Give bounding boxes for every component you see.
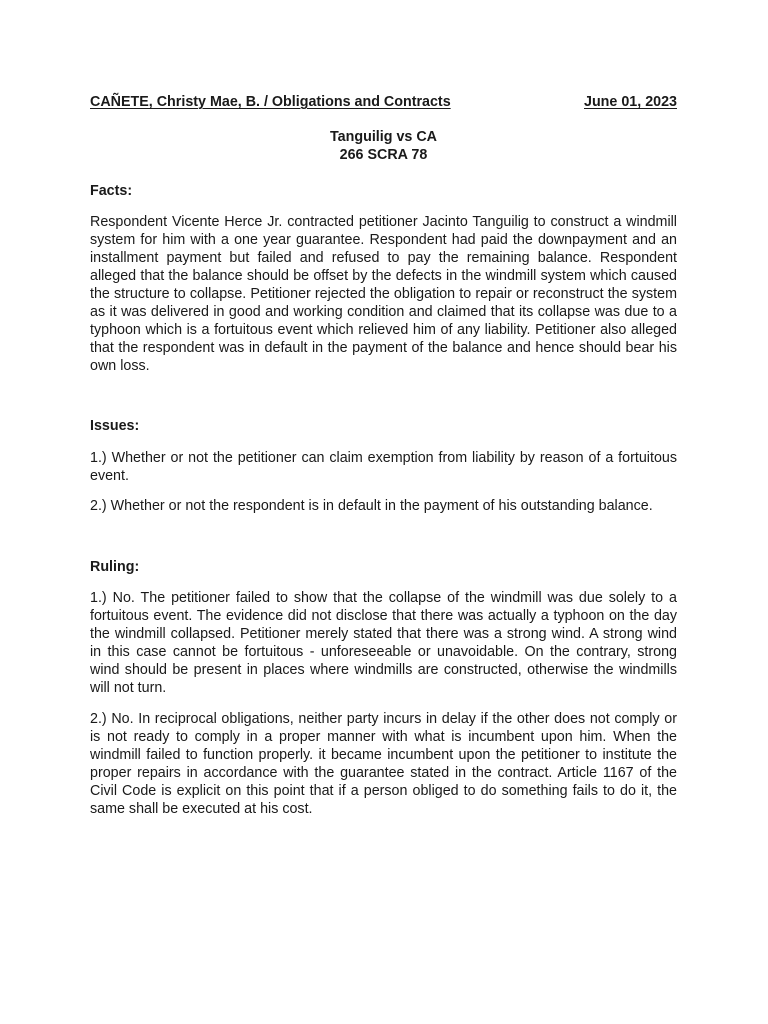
author-course-label: CAÑETE, Christy Mae, B. / Obligations and Contracts (90, 94, 451, 110)
issue-item-1: 1.) Whether or not the petitioner can claim exemption from liability by reason of a fortuitous event. (90, 450, 677, 484)
facts-paragraph: Respondent Vicente Herce Jr. contracted petitioner Jacinto Tanguilig to construct a windmill system for him with a one year guarantee. Respondent had paid the downpayment and an installment payment but failed and refused to pay the remaining balance. Respondent alleged that the balance should be offset by the defects in the windmill system which caused the structure to collapse. Petitioner rejected the obligation to repair or reconstruct the system as it was delivered in good and working condition and claimed that its collapse was due to a typhoon which is a fortuitous event which relieved him of any liability. Petitioner also alleged that the respondent was in default in the payment of the balance and hence should bear his own loss. (90, 214, 677, 374)
case-title-block (90, 128, 677, 164)
ruling-item-2: 2.) No. In reciprocal obligations, neither party incurs in delay if the other does not comply or is not ready to comply in a proper manner with what is incumbent upon him. When the windmill failed to function properly. it became incumbent upon the petitioner to institute the proper repairs in accordance with the guarantee stated in the contract. Article 1167 of the Civil Code is explicit on this point that if a person obliged to do something fails to do it, the same shall be executed at his cost. (90, 711, 677, 817)
document-date: June 01, 2023 (584, 94, 677, 110)
issue-item-2: 2.) Whether or not the respondent is in default in the payment of his outstanding balance. (90, 498, 653, 514)
ruling-heading: Ruling: (90, 559, 140, 575)
issues-heading: Issues: (90, 418, 140, 434)
ruling-item-1: 1.) No. The petitioner failed to show that the collapse of the windmill was due solely to a fortuitous event. The evidence did not disclose that there was actually a typhoon on the day the windmill collapsed. Petitioner merely stated that there was a strong wind. A strong wind in this case cannot be fortuitous - unforeseeable or unavoidable. On the contrary, strong wind should be present in places where windmills are constructed, otherwise the windmills will not turn. (90, 590, 677, 696)
document-page (90, 0, 677, 1024)
case-title: Tanguilig vs CA (330, 129, 437, 145)
document-header (90, 93, 677, 111)
facts-heading: Facts: (90, 183, 133, 199)
case-citation: 266 SCRA 78 (339, 147, 428, 163)
